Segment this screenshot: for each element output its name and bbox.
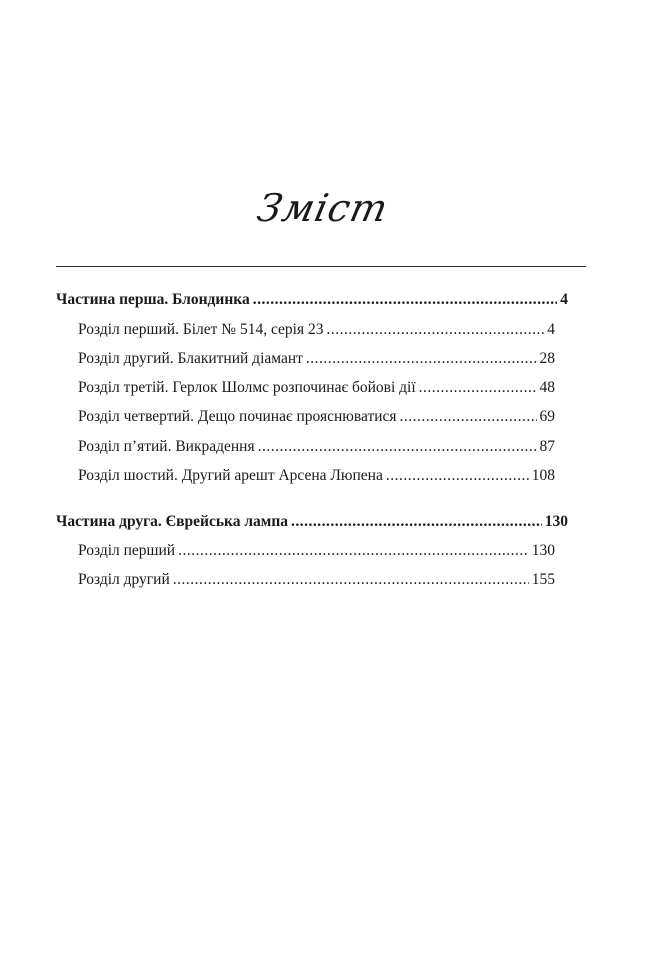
toc-part-1-label: Частина перша. Блондинка [56, 291, 250, 308]
toc-chapter [78, 320, 555, 340]
toc-chapter-label: Розділ другий. Блакитний діамант [78, 350, 303, 367]
toc-chapter-label: Розділ перший [78, 542, 176, 559]
toc-chapter-page: 155 [531, 571, 555, 588]
toc-part-2 [56, 512, 568, 532]
toc-chapter-page: 87 [539, 438, 555, 455]
toc-chapter-page: 69 [539, 408, 555, 425]
toc-chapter-label: Розділ четвертий. Дещо починає прояснюватися [78, 408, 397, 425]
toc-chapter-page: 28 [539, 350, 555, 367]
dot-leader [258, 437, 537, 457]
toc-chapter-label: Розділ перший. Білет № 514, серія 23 [78, 321, 324, 338]
toc-chapter-page: 130 [531, 542, 555, 559]
toc-chapter-page: 4 [547, 321, 555, 338]
dot-leader [306, 349, 537, 369]
dot-leader [173, 570, 529, 590]
page-title: Зміст [253, 186, 393, 230]
dot-leader [400, 407, 537, 427]
dot-leader [253, 290, 558, 310]
toc-chapter [78, 570, 555, 590]
toc-chapter [78, 466, 555, 486]
toc-chapter-label: Розділ п’ятий. Викрадення [78, 438, 255, 455]
toc-chapter-page: 48 [539, 379, 555, 396]
toc-chapter-label: Розділ шостий. Другий арешт Арсена Люпена [78, 467, 383, 484]
toc-part-2-label: Частина друга. Єврейська лампа [56, 513, 289, 530]
dot-leader [326, 320, 544, 340]
dot-leader [291, 512, 542, 532]
toc-chapter-page: 108 [531, 467, 555, 484]
toc-chapter [78, 541, 555, 561]
toc-chapter [78, 407, 555, 427]
toc-chapter [78, 437, 555, 457]
toc-chapter-label: Розділ другий [78, 571, 170, 588]
toc-chapter [78, 349, 555, 369]
toc-chapter [78, 378, 555, 398]
toc-chapter-label: Розділ третій. Герлок Шолмс розпочинає бойові дії [78, 379, 416, 396]
toc-part-1-page: 4 [560, 291, 568, 308]
dot-leader [419, 378, 537, 398]
dot-leader [386, 466, 529, 486]
toc-part-1 [56, 290, 568, 310]
toc-part-2-page: 130 [544, 513, 568, 530]
dot-leader [178, 541, 529, 561]
